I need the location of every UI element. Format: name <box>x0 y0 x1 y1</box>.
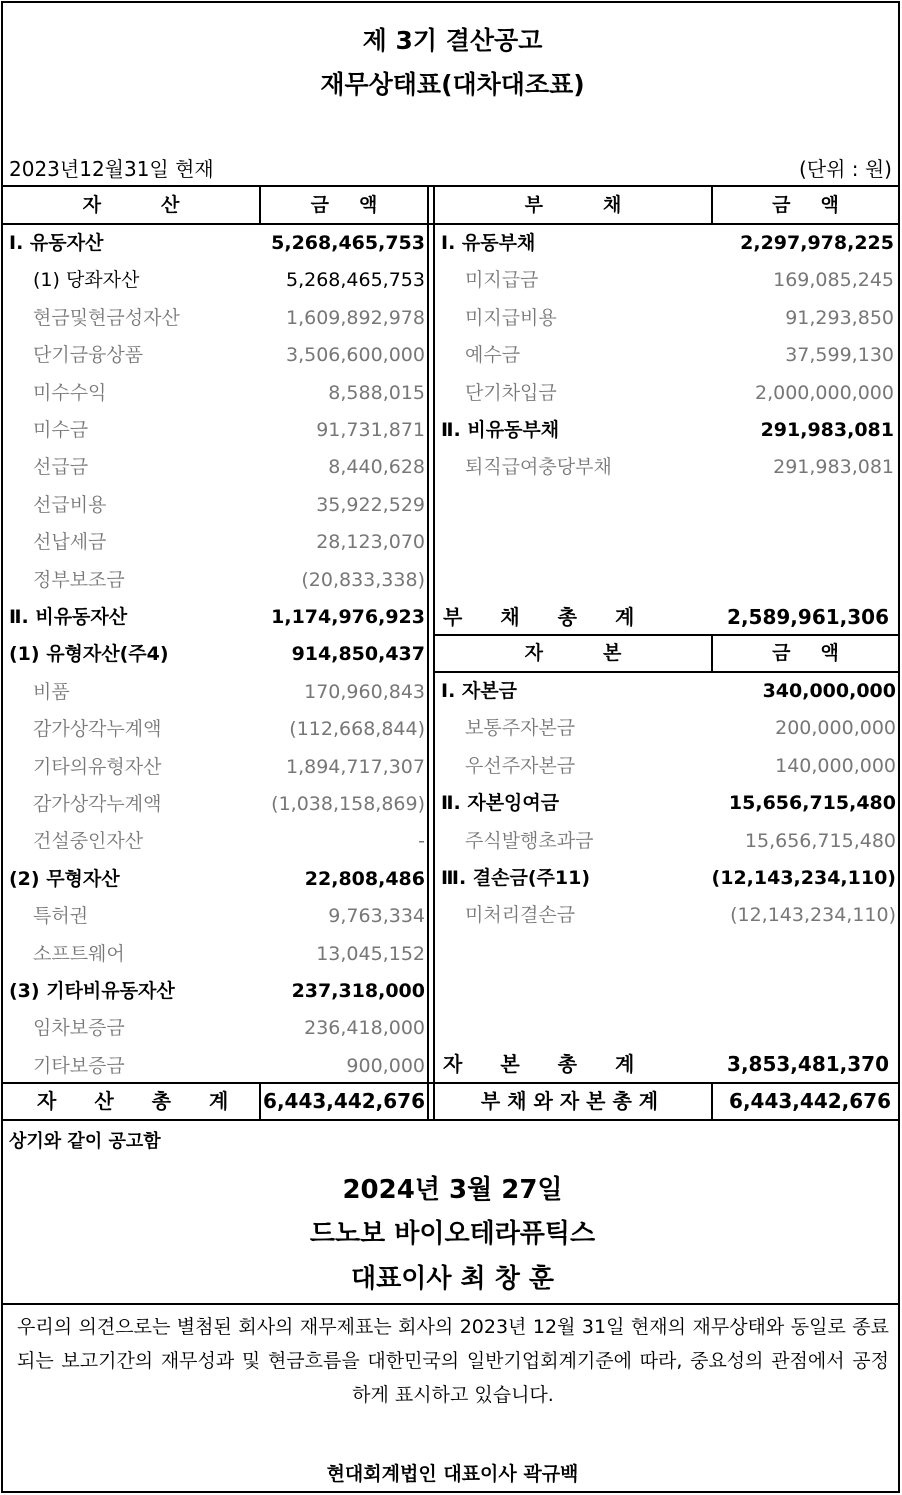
asset-value: - <box>418 830 425 853</box>
liability-label: 미지급금 <box>465 269 539 292</box>
asset-value: 5,268,465,753 <box>271 232 425 254</box>
liability-label: 퇴직급여충당부채 <box>465 456 612 479</box>
equity-row <box>435 710 898 747</box>
totals-bottom-border <box>3 1119 898 1121</box>
liability-label: Ⅰ. 유동부채 <box>441 232 536 254</box>
asset-label: 비품 <box>33 680 70 703</box>
asset-label: 현금및현금성자산 <box>33 306 180 329</box>
equity-column-header: 자본 <box>524 642 682 664</box>
asset-value: 8,588,015 <box>328 381 425 404</box>
asset-total-value: 6,443,442,676 <box>263 1089 425 1113</box>
equity-value: 340,000,000 <box>762 680 896 702</box>
asset-row <box>3 524 427 561</box>
asset-label: (1) 유형자산(주4) <box>9 643 169 666</box>
asset-total-label: 자산총계 <box>37 1089 229 1113</box>
asset-label: 미수금 <box>33 419 89 441</box>
asset-value: 170,960,843 <box>304 680 425 703</box>
liability-value: 291,983,081 <box>773 456 894 479</box>
liability-row <box>435 449 898 486</box>
asset-value: 1,174,976,923 <box>271 606 425 628</box>
asset-row <box>3 599 427 636</box>
equity-total-label: 자본총계 <box>443 1052 635 1076</box>
asset-value: 5,268,465,753 <box>285 269 425 292</box>
asset-value: 22,808,486 <box>304 867 425 890</box>
asset-label: 선급비용 <box>33 493 107 516</box>
asset-row <box>3 636 427 673</box>
notice-text: 상기와 같이 공고함 <box>9 1131 161 1152</box>
asset-row <box>3 1010 427 1047</box>
asset-row <box>3 674 427 711</box>
equity-value: 200,000,000 <box>775 717 896 740</box>
liability-value: 291,983,081 <box>760 419 894 441</box>
asset-label: (3) 기타비유동자산 <box>9 980 175 1002</box>
liab-equity-total-label: 부채와자본총계 <box>480 1089 666 1113</box>
asset-row <box>3 898 427 935</box>
equity-amount-header: 금액 <box>772 642 869 664</box>
asset-value: 236,418,000 <box>304 1017 425 1040</box>
unit-label: (단위 : 원) <box>798 157 892 181</box>
asset-value: (112,668,844) <box>289 718 425 741</box>
asset-value: (1,038,158,869) <box>271 793 425 815</box>
asset-label: 미수수익 <box>33 381 107 404</box>
asset-row <box>3 487 427 524</box>
equity-value: 15,656,715,480 <box>728 792 896 815</box>
liability-value: 91,293,850 <box>785 306 894 329</box>
asset-value: 28,123,070 <box>316 531 425 554</box>
asset-row <box>3 973 427 1010</box>
asset-value: 1,894,717,307 <box>285 755 425 778</box>
equity-row <box>435 860 898 897</box>
equity-total-value: 3,853,481,370 <box>727 1052 889 1076</box>
asset-value: 35,922,529 <box>316 493 425 516</box>
ceo-name: 대표이사 최 창 훈 <box>351 1264 554 1294</box>
asset-row <box>3 412 427 449</box>
asset-row <box>3 225 427 262</box>
asset-label: 감가상각누계액 <box>33 718 162 741</box>
asset-value: 91,731,871 <box>316 419 425 441</box>
liability-row <box>435 225 898 262</box>
equity-row <box>435 823 898 860</box>
announcement-date: 2024년 3월 27일 <box>342 1175 563 1205</box>
equity-value: 15,656,715,480 <box>744 829 896 852</box>
asset-label: (1) 당좌자산 <box>33 269 140 292</box>
asset-column-header: 자산 <box>82 194 240 216</box>
asset-label: 선급금 <box>33 456 89 479</box>
asset-label: 임차보증금 <box>33 1017 125 1040</box>
asset-value: 237,318,000 <box>291 980 425 1002</box>
equity-row <box>435 785 898 822</box>
audit-opinion: 우리의 의견으로는 별첨된 회사의 재무제표는 회사의 2023년 12월 31일 현재의 재무상태와 동일로 종료되는 보고기간의 재무성과 및 현금흐름을 대한민국의 일반기업회계기준에 따라, 중요성의 관점에서 공정하게 표시하고 있습니다. <box>17 1316 889 1406</box>
liability-row <box>435 337 898 374</box>
auditor-name: 현대회계법인 대표이사 곽규백 <box>326 1463 579 1485</box>
liability-row <box>435 412 898 449</box>
liability-amount-header: 금액 <box>772 194 869 216</box>
asset-label: 단기금융상품 <box>33 344 144 367</box>
equity-label: 주식발행초과금 <box>465 829 594 852</box>
equity-value: (12,143,234,110) <box>730 904 896 927</box>
liability-label: Ⅱ. 비유동부채 <box>441 419 560 441</box>
asset-label: (2) 무형자산 <box>9 867 120 890</box>
asset-label: 정부보조금 <box>33 568 125 591</box>
liability-total-value: 2,589,961,306 <box>727 605 889 629</box>
asset-value: 900,000 <box>346 1054 425 1077</box>
asset-row <box>3 562 427 599</box>
liability-label: 예수금 <box>465 344 521 367</box>
equity-row <box>435 673 898 710</box>
asset-row <box>3 711 427 748</box>
liability-label: 단기차입금 <box>465 381 557 404</box>
equity-label: Ⅲ. 결손금(주11) <box>441 867 591 889</box>
asset-row <box>3 375 427 412</box>
report-date: 2023년12월31일 현재 <box>9 157 214 181</box>
liability-row <box>435 375 898 412</box>
equity-label: 미처리결손금 <box>465 904 576 927</box>
announcement-frame <box>1 1 900 1493</box>
asset-label: 기타보증금 <box>33 1054 125 1077</box>
asset-value: (20,833,338) <box>301 568 425 591</box>
liability-value: 169,085,245 <box>773 269 894 292</box>
liability-row <box>435 300 898 337</box>
equity-row <box>435 897 898 934</box>
liability-column-header: 부채 <box>524 194 682 216</box>
announcement-title: 제 3기 결산공고 <box>362 26 543 55</box>
company-name: 드노보 바이오테라퓨틱스 <box>309 1219 596 1249</box>
asset-row <box>3 823 427 860</box>
liability-total-label: 부채총계 <box>443 605 635 629</box>
opinion-top-border <box>3 1303 898 1305</box>
equity-row <box>435 748 898 785</box>
asset-value: 9,763,334 <box>328 905 425 928</box>
asset-label: Ⅰ. 유동자산 <box>9 232 104 254</box>
asset-value: 1,609,892,978 <box>285 306 425 329</box>
equity-label: Ⅱ. 자본잉여금 <box>441 792 560 815</box>
asset-row <box>3 449 427 486</box>
asset-row <box>3 749 427 786</box>
equity-label: 보통주자본금 <box>465 717 576 740</box>
asset-row <box>3 300 427 337</box>
asset-row <box>3 936 427 973</box>
asset-value: 914,850,437 <box>291 643 425 666</box>
asset-value: 8,440,628 <box>328 456 425 479</box>
liability-value: 37,599,130 <box>785 344 894 367</box>
asset-row <box>3 262 427 299</box>
liability-value: 2,000,000,000 <box>754 381 894 404</box>
equity-label: Ⅰ. 자본금 <box>441 680 517 702</box>
asset-label: 선납세금 <box>33 531 107 554</box>
equity-label: 우선주자본금 <box>465 754 576 777</box>
asset-row <box>3 1048 427 1085</box>
equity-value: (12,143,234,110) <box>711 867 896 889</box>
asset-row <box>3 861 427 898</box>
asset-label: 건설중인자산 <box>33 830 144 853</box>
asset-label: 특허권 <box>33 905 89 928</box>
liab-equity-total-value: 6,443,442,676 <box>729 1089 891 1113</box>
asset-row <box>3 337 427 374</box>
asset-label: 기타의유형자산 <box>33 755 162 778</box>
asset-label: 소프트웨어 <box>33 942 125 965</box>
asset-label: Ⅱ. 비유동자산 <box>9 606 128 628</box>
equity-value: 140,000,000 <box>775 754 896 777</box>
asset-value: 13,045,152 <box>316 942 425 965</box>
asset-amount-header: 금액 <box>310 194 408 216</box>
asset-row <box>3 786 427 823</box>
column-divider-left <box>427 185 429 1120</box>
liability-label: 미지급비용 <box>465 306 557 329</box>
statement-title: 재무상태표(대차대조표) <box>320 70 585 99</box>
asset-label: 감가상각누계액 <box>33 793 162 815</box>
asset-value: 3,506,600,000 <box>285 344 425 367</box>
liability-value: 2,297,978,225 <box>740 232 894 254</box>
liability-row <box>435 262 898 299</box>
